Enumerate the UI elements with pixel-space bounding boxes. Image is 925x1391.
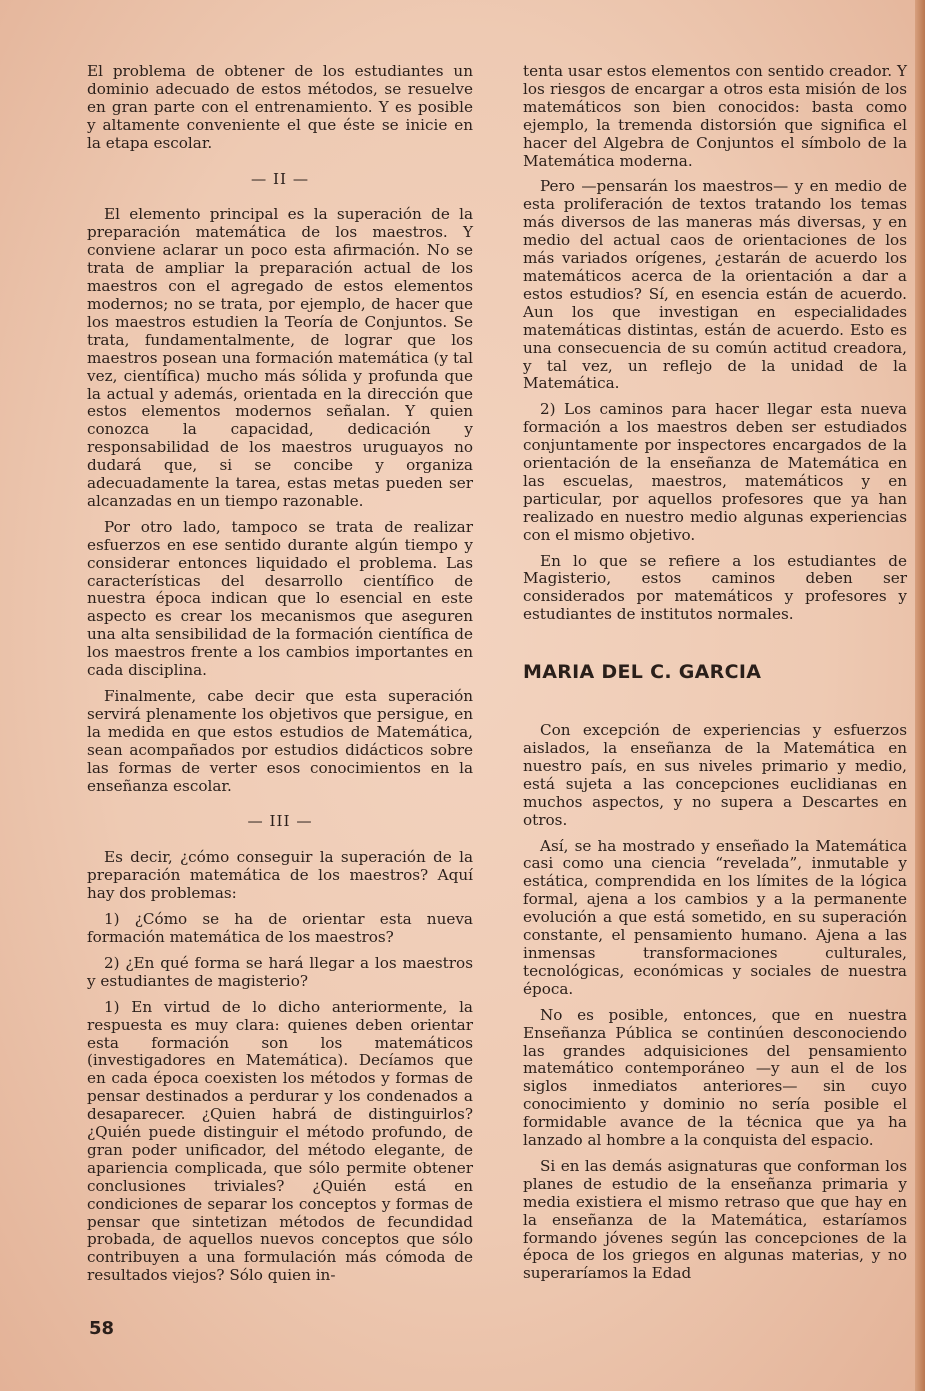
- section-number: — III —: [247, 812, 313, 831]
- paragraph: 1) En virtud de lo dicho anteriormente, la respuesta es muy clara: quienes deben orientar esta formación son los matemáticos (investigadores en Matemática). Decíamos que en cada época coexisten los métodos y formas de pensar destinados a perdurar y los condenados a desaparecer. ¿Quien habrá de distinguirlos? ¿Quién puede distinguir el método profundo, de gran poder unificador, del método elegante, de apariencia complicada, que sólo permite obtener conclusiones triviales? ¿Quién está en condiciones de separar los conceptos y formas de pensar que sintetizan métodos de fecundidad probada, de aquellos nuevos conceptos que sólo contribuyen a una formulación más cómoda de resultados viejos? Sólo quien in-: [87, 997, 473, 1285]
- paragraph: Si en las demás asignaturas que conforman los planes de estudio de la enseñanza primaria y media existiera el mismo retraso que que hay en la enseñanza de la Matemática, estaríamos formando jóvenes según las concepciones de la época de los griegos en algunas materias, y no superaríamos la Edad: [523, 1156, 907, 1283]
- paragraph: Es decir, ¿cómo conseguir la superación de la preparación matemática de los maestros? Aquí hay dos problemas:: [87, 848, 473, 903]
- paragraph: Con excepción de experiencias y esfuerzos aislados, la enseñanza de la Matemática en nuestro país, en sus niveles primario y medio, está sujeta a las concepciones euclidianas en muchos aspectos, y no supera a Descartes en otros.: [523, 721, 907, 829]
- author-heading: MARIA DEL C. GARCIA: [523, 661, 762, 684]
- paragraph: El problema de obtener de los estudiantes un dominio adecuado de estos métodos, se resuelve en gran parte con el entrenamiento. Y es posible y altamente conveniente el que éste se inicie en la etapa escolar.: [87, 62, 473, 152]
- paragraph: Finalmente, cabe decir que esta superación servirá plenamente los objetivos que persigue, en la medida en que estos estudios de Matemática, sean acompañados por estudios didácticos sobre las formas de verter esos conocimientos en la enseñanza escolar.: [87, 687, 473, 795]
- paragraph: En lo que se refiere a los estudiantes de Magisterio, estos caminos deben ser considerados por matemáticos y profesores y estudiantes de institutos normales.: [523, 551, 907, 624]
- paragraph: 2) Los caminos para hacer llegar esta nueva formación a los maestros deben ser estudiados conjuntamente por inspectores encargados de la orientación de la enseñanza de Matemática en las escuelas, maestros, matemáticos y en particular, por aquellos profesores que ya han realizado en nuestro medio algunas experiencias con el mismo objetivo.: [523, 400, 907, 544]
- paragraph: Así, se ha mostrado y enseñado la Matemática casi como una ciencia “revelada”, inmutable y estática, comprendida en los límites de la lógica formal, ajena a los cambios y a la permanente evolución a que está sometido, en su superación constante, el pensamiento humano. Ajena a las inmensas transformaciones culturales, tecnológicas, económicas y sociales de nuestra época.: [523, 836, 907, 998]
- page-number: 58: [89, 1318, 115, 1339]
- paragraph: Por otro lado, tampoco se trata de realizar esfuerzos en ese sentido durante algún tiempo y considerar entonces liquidado el problema. Las características del desarrollo científico de nuestra época indican que lo esencial en este aspecto es crear los mecanismos que aseguren una alta sensibilidad de la formación científica de los maestros frente a los cambios importantes en cada disciplina.: [87, 517, 473, 680]
- paragraph: El elemento principal es la superación de la preparación matemática de los maestros. Y conviene aclarar un poco esta afirmación. No se trata de ampliar la preparación actual de los maestros con el agregado de estos elementos modernos; no se trata, por ejemplo, de hacer que los maestros estudien la Teoría de Conjuntos. Se trata, fundamentalmente, de lograr que los maestros posean una formación matemática (y tal vez, científica) mucho más sólida y profunda que la actual y además, orientada en la dirección que estos elementos modernos señalan. Y quien conozca la capacidad, dedicación y responsabilidad de los maestros uruguayos no dudará que, si se concibe y organiza adecuadamente la tarea, estas metas pueden ser alcanzadas en un tiempo razonable.: [87, 205, 473, 510]
- right-column: [523, 63, 907, 1291]
- paragraph: 2) ¿En qué forma se hará llegar a los maestros y estudiantes de magisterio?: [87, 953, 473, 990]
- left-column: [87, 63, 473, 1293]
- page-edge-shadow: [915, 0, 925, 1391]
- paragraph: 1) ¿Cómo se ha de orientar esta nueva formación matemática de los maestros?: [87, 910, 473, 946]
- section-number: — II —: [250, 169, 310, 188]
- paragraph: No es posible, entonces, que en nuestra Enseñanza Pública se continúen desconociendo las grandes adquisiciones del pensamiento matemático contemporáneo —y aun el de los siglos inmediatos anteriores— sin cuyo conocimiento y dominio no sería posible el formidable avance de la técnica que ya ha lanzado al hombre a la conquista del espacio.: [523, 1005, 907, 1150]
- paragraph: tenta usar estos elementos con sentido creador. Y los riesgos de encargar a otros esta misión de los matemáticos son bien conocidos: basta como ejemplo, la tremenda distorsión que significa el hacer del Algebra de Conjuntos el símbolo de la Matemática moderna.: [523, 62, 907, 170]
- paragraph: Pero —pensarán los maestros— y en medio de esta proliferación de textos tratando los temas más diversos de las maneras más diversas, y en medio del actual caos de orientaciones de los más variados orígenes, ¿estarán de acuerdo los matemáticos acerca de la orientación a dar a estos estudios? Sí, en esencia están de acuerdo. Aun los que investigan en especialidades matemáticas distintas, están de acuerdo. Esto es una consecuencia de su común actitud creadora, y tal vez, un reflejo de la unidad de la Matemática.: [523, 177, 907, 393]
